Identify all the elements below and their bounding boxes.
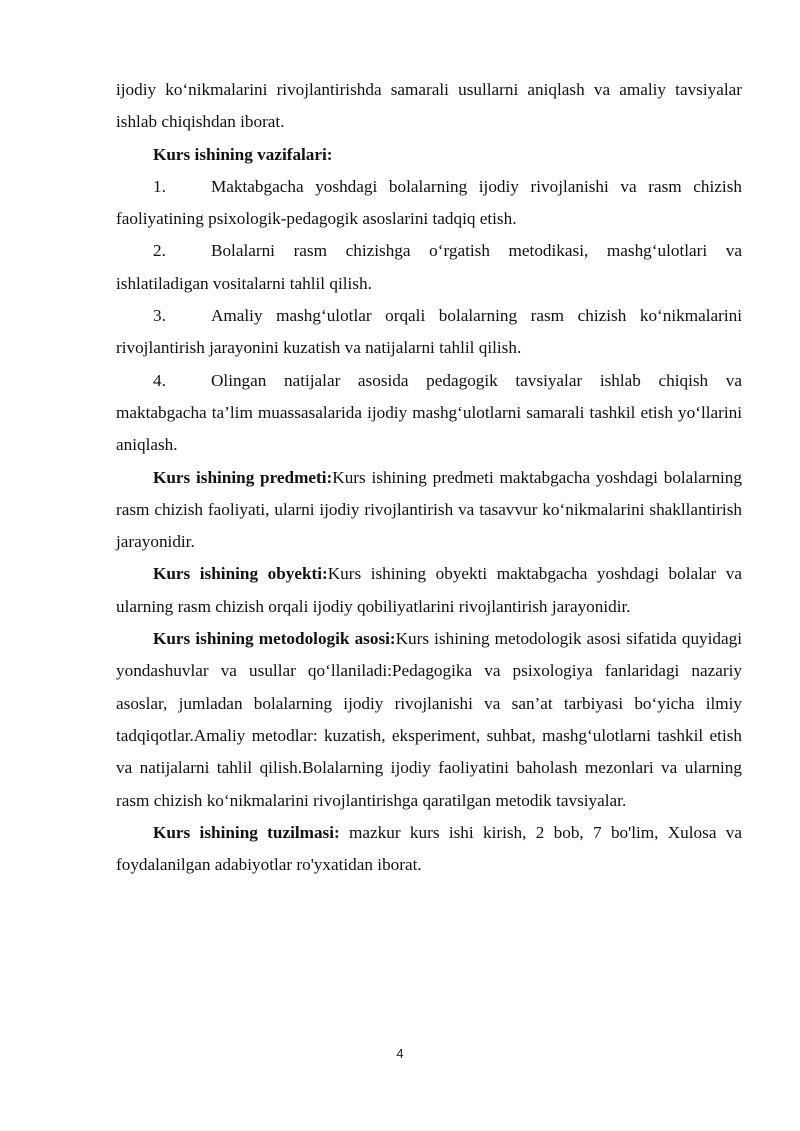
task-text-2: Bolalarni rasm chizishga o‘rgatish metodikasi, mashg‘ulotlari va ishlatiladigan vositalarni tahlil qilish. [116, 241, 742, 293]
task-text-3: Amaliy mashg‘ulotlar orqali bolalarning rasm chizish ko‘nikmalarini rivojlantirish jarayonini kuzatish va natijalarni tahlil qilish. [116, 306, 742, 358]
task-number-1: 1. [153, 176, 166, 196]
task-item-3 [116, 300, 742, 365]
page-number: 4 [396, 1046, 404, 1061]
task-number-3: 3. [153, 306, 166, 326]
structure-label: Kurs ishining tuzilmasi: [153, 822, 340, 842]
structure-paragraph [116, 817, 742, 882]
methodology-paragraph [116, 623, 742, 817]
task-number-2: 2. [153, 241, 166, 261]
object-label: Kurs ishining obyekti: [153, 564, 328, 584]
subject-label: Kurs ishining predmeti: [153, 467, 333, 487]
tasks-heading-label: Kurs ishining vazifalari: [153, 144, 333, 164]
task-item-4 [116, 365, 742, 462]
task-item-1 [116, 171, 742, 236]
object-text: Kurs ishining obyekti maktabgacha yoshdagi bolalar va ularning rasm chizish orqali ijodiy qobiliyatlarini rivojlantirish jarayonidir. [116, 564, 743, 616]
task-text-1: Maktabgacha yoshdagi bolalarning ijodiy rivojlanishi va rasm chizish faoliyatining psixologik-pedagogik asoslarini tadqiq etish. [116, 176, 742, 229]
tasks-heading [116, 139, 742, 171]
object-paragraph [116, 558, 742, 623]
task-text-4: Olingan natijalar asosida pedagogik tavsiyalar ishlab chiqish va maktabgacha ta’lim muassasalarida ijodiy mashg‘ulotlarni samarali tashkil etish yo‘llarini aniqlash. [116, 370, 742, 455]
intro-paragraph: ijodiy ko‘nikmalarini rivojlantirishda samarali usullarni aniqlash va amaliy tavsiyalar ishlab chiqishdan iborat. [116, 80, 742, 132]
body-text [116, 74, 742, 881]
structure-text: mazkur kurs ishi kirish, 2 bob, 7 bo'lim, Xulosa va foydalanilgan adabiyotlar ro'yxatidan iborat. [116, 822, 742, 875]
methodology-text: Kurs ishining metodologik asosi sifatida quyidagi yondashuvlar va usullar qo‘llaniladi:Pedagogika va psixologiya fanlaridagi nazariy asoslar, jumladan bolalarning ijodiy rivojlanishi va san’at tarbiyasi bo‘yicha ilmiy tadqiqotlar.Amaliy metodlar: kuzatish, eksperiment, suhbat, mashg‘ulotlarni tashkil etish va natijalarni tahlil qilish.Bolalarning ijodiy faoliyatini baholash mezonlari va ularning rasm chizish ko‘nikmalarini rivojlantirishga qaratilgan metodik tavsiyalar. [116, 629, 742, 810]
task-number-4: 4. [153, 370, 166, 390]
task-item-2 [116, 235, 742, 300]
subject-paragraph [116, 462, 742, 559]
methodology-label: Kurs ishining metodologik asosi: [153, 629, 396, 649]
subject-text: Kurs ishining predmeti maktabgacha yoshdagi bolalarning rasm chizish faoliyati, ularni ijodiy rivojlantirish va tasavvur ko‘nikmalarini shakllantirish jarayonidir. [116, 467, 742, 552]
